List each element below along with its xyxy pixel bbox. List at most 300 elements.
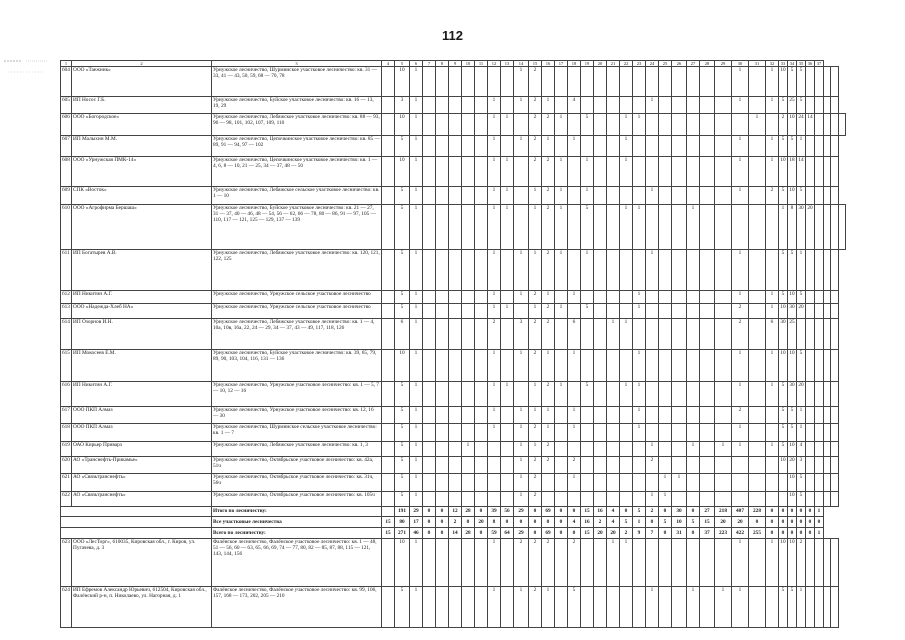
value-cell — [700, 424, 715, 442]
value-cell: 10 — [779, 456, 788, 474]
summary-spacer — [61, 528, 212, 539]
value-cell — [382, 290, 395, 303]
column-header: 24 — [646, 61, 659, 67]
value-cell: 6 — [568, 319, 581, 350]
value-cell — [594, 538, 607, 587]
value-cell — [659, 587, 672, 628]
value-cell — [555, 135, 568, 157]
summary-cell: 0 — [815, 517, 824, 528]
column-header: 10 — [462, 61, 475, 67]
value-cell — [687, 456, 700, 474]
value-cell — [766, 587, 779, 628]
value-cell — [831, 304, 838, 319]
value-cell: 30 — [788, 382, 797, 406]
value-cell — [423, 204, 436, 250]
value-cell — [423, 538, 436, 587]
value-cell — [462, 290, 475, 303]
value-cell — [831, 441, 838, 456]
value-cell: 1 — [646, 96, 659, 114]
forest-location: Урнужское лесничество, Шурминское участковое лесничество: кв. 31 — 33, 41 — 43, 50, 59, 68 — 70, 78 — [212, 67, 382, 97]
value-cell — [581, 474, 594, 492]
value-cell — [555, 406, 568, 424]
value-cell — [594, 491, 607, 506]
column-header: 11 — [475, 61, 488, 67]
value-cell: 1 — [766, 67, 779, 97]
value-cell: 10 — [395, 67, 410, 97]
value-cell — [594, 350, 607, 382]
value-cell: 1 — [732, 290, 749, 303]
summary-cell: 4 — [568, 517, 581, 528]
summary-cell: 14 — [449, 528, 462, 539]
summary-cell: 0 — [423, 517, 436, 528]
value-cell: 2 — [732, 304, 749, 319]
value-cell — [824, 290, 831, 303]
value-cell: 2 — [514, 538, 529, 587]
value-cell: 2 — [542, 114, 555, 136]
summary-cell: 0 — [797, 528, 806, 539]
value-cell — [436, 250, 449, 290]
value-cell — [555, 319, 568, 350]
value-cell: 5 — [788, 406, 797, 424]
value-cell: 1 — [568, 474, 581, 492]
value-cell — [462, 491, 475, 506]
value-cell — [806, 290, 815, 303]
value-cell — [700, 441, 715, 456]
value-cell — [646, 67, 659, 97]
value-cell — [700, 491, 715, 506]
value-cell — [838, 204, 845, 250]
value-cell: 2 — [542, 538, 555, 587]
value-cell: 1 — [766, 538, 779, 587]
value-cell — [436, 350, 449, 382]
value-cell — [382, 406, 395, 424]
value-cell — [659, 304, 672, 319]
value-cell: 5 — [779, 587, 788, 628]
value-cell: 1 — [672, 474, 687, 492]
value-cell: 1 — [715, 441, 732, 456]
value-cell: 24 — [797, 114, 806, 136]
summary-spacer — [61, 506, 212, 517]
summary-cell: 0 — [659, 528, 672, 539]
value-cell: 5 — [779, 250, 788, 290]
value-cell — [475, 96, 488, 114]
column-header: 30 — [732, 61, 749, 67]
value-cell: 2 — [732, 319, 749, 350]
value-cell: 1 — [462, 441, 475, 456]
value-cell — [555, 538, 568, 587]
summary-cell: 0 — [779, 506, 788, 517]
value-cell: 10 — [779, 350, 788, 382]
value-cell — [815, 424, 824, 442]
value-cell — [555, 456, 568, 474]
value-cell — [687, 491, 700, 506]
row-number: 606 — [61, 114, 72, 136]
summary-cell: 0 — [788, 506, 797, 517]
row-number: 607 — [61, 135, 72, 157]
value-cell — [449, 538, 462, 587]
table-row — [61, 114, 846, 136]
column-header: 31 — [749, 61, 766, 67]
value-cell — [462, 67, 475, 97]
value-cell: 2 — [529, 135, 542, 157]
value-cell: 1 — [529, 204, 542, 250]
value-cell: 30 — [797, 204, 806, 250]
value-cell — [568, 441, 581, 456]
value-cell: 1 — [766, 96, 779, 114]
value-cell — [831, 204, 838, 250]
value-cell — [806, 96, 815, 114]
value-cell: 10 — [395, 538, 410, 587]
value-cell — [594, 424, 607, 442]
column-header: 2 — [72, 61, 212, 67]
value-cell — [806, 350, 815, 382]
value-cell: 1 — [620, 204, 633, 250]
value-cell — [382, 538, 395, 587]
value-cell — [555, 290, 568, 303]
value-cell — [568, 204, 581, 250]
value-cell — [672, 382, 687, 406]
forest-location: Урнужское лесничество, Урнужское участковое лесничество: кв. 12, 16 — 30 — [212, 406, 382, 424]
value-cell — [715, 157, 732, 187]
value-cell — [436, 290, 449, 303]
value-cell: 2 — [646, 456, 659, 474]
value-cell — [659, 382, 672, 406]
value-cell — [436, 186, 449, 204]
value-cell: 10 — [395, 350, 410, 382]
table-row — [61, 290, 846, 303]
ledger-table — [60, 60, 846, 628]
value-cell — [700, 114, 715, 136]
value-cell — [594, 186, 607, 204]
value-cell — [555, 587, 568, 628]
value-cell — [542, 474, 555, 492]
value-cell — [732, 474, 749, 492]
value-cell — [514, 114, 529, 136]
value-cell — [824, 186, 831, 204]
summary-cell: 0 — [646, 517, 659, 528]
value-cell — [806, 186, 815, 204]
value-cell — [382, 204, 395, 250]
value-cell — [620, 250, 633, 290]
value-cell — [514, 304, 529, 319]
summary-cell: 0 — [529, 528, 542, 539]
value-cell: 5 — [797, 474, 806, 492]
value-cell: 1 — [542, 290, 555, 303]
value-cell — [581, 135, 594, 157]
value-cell — [659, 96, 672, 114]
value-cell: 5 — [797, 290, 806, 303]
value-cell: 1 — [646, 186, 659, 204]
value-cell: 1 — [646, 587, 659, 628]
value-cell — [779, 474, 788, 492]
value-cell — [815, 67, 824, 97]
value-cell: 1 — [620, 114, 633, 136]
value-cell: 1 — [766, 290, 779, 303]
value-cell — [594, 456, 607, 474]
value-cell — [672, 587, 687, 628]
value-cell — [436, 319, 449, 350]
value-cell: 18 — [788, 157, 797, 187]
value-cell: 2 — [542, 157, 555, 187]
table-row — [61, 319, 846, 350]
value-cell — [423, 67, 436, 97]
value-cell — [715, 406, 732, 424]
value-cell — [687, 157, 700, 187]
value-cell: 1 — [501, 186, 514, 204]
value-cell — [824, 96, 831, 114]
value-cell — [815, 204, 824, 250]
value-cell — [766, 474, 779, 492]
column-header: 19 — [581, 61, 594, 67]
lessee-name: ООО «Богородское» — [72, 114, 212, 136]
summary-cell: 0 — [620, 506, 633, 517]
value-cell: 8 — [788, 204, 797, 250]
value-cell — [555, 96, 568, 114]
lessee-name: АО «Связьтранснефть» — [72, 474, 212, 492]
value-cell — [382, 456, 395, 474]
value-cell: 1 — [797, 250, 806, 290]
value-cell — [749, 406, 766, 424]
summary-cell: 20 — [607, 528, 620, 539]
value-cell — [475, 350, 488, 382]
value-cell — [581, 587, 594, 628]
value-cell: 1 — [488, 304, 501, 319]
value-cell — [423, 350, 436, 382]
value-cell — [831, 114, 838, 136]
value-cell — [672, 135, 687, 157]
summary-cell: 5 — [633, 506, 646, 517]
value-cell: 1 — [766, 135, 779, 157]
value-cell — [815, 587, 824, 628]
row-number: 619 — [61, 441, 72, 456]
value-cell: 2 — [529, 319, 542, 350]
value-cell — [475, 67, 488, 97]
value-cell: 2 — [529, 290, 542, 303]
value-cell: 1 — [687, 204, 700, 250]
value-cell: 1 — [620, 319, 633, 350]
value-cell — [646, 319, 659, 350]
value-cell — [462, 186, 475, 204]
value-cell — [646, 474, 659, 492]
value-cell — [501, 350, 514, 382]
value-cell — [687, 67, 700, 97]
value-cell — [831, 406, 838, 424]
value-cell — [815, 350, 824, 382]
table-row — [61, 250, 846, 290]
summary-cell: 0 — [436, 506, 449, 517]
value-cell — [806, 304, 815, 319]
value-cell — [700, 186, 715, 204]
value-cell — [382, 319, 395, 350]
summary-spacer — [61, 517, 212, 528]
summary-cell: 0 — [806, 528, 815, 539]
column-header: 14 — [514, 61, 529, 67]
value-cell — [620, 304, 633, 319]
column-header: 5 — [395, 61, 410, 67]
value-cell: 1 — [732, 186, 749, 204]
value-cell — [436, 135, 449, 157]
value-cell: 1 — [542, 350, 555, 382]
value-cell: 1 — [581, 157, 594, 187]
value-cell — [542, 67, 555, 97]
value-cell: 6 — [395, 319, 410, 350]
value-cell — [423, 304, 436, 319]
value-cell — [488, 474, 501, 492]
value-cell — [423, 456, 436, 474]
value-cell — [815, 456, 824, 474]
value-cell: 1 — [568, 350, 581, 382]
value-cell — [646, 290, 659, 303]
value-cell: 1 — [633, 304, 646, 319]
value-cell: 1 — [488, 114, 501, 136]
value-cell — [423, 424, 436, 442]
row-number: 611 — [61, 250, 72, 290]
summary-cell: 0 — [687, 506, 700, 517]
summary-cell: 46 — [410, 528, 423, 539]
table-row — [61, 67, 846, 97]
value-cell: 1 — [514, 350, 529, 382]
value-cell: 10 — [788, 441, 797, 456]
value-cell — [607, 67, 620, 97]
value-cell — [475, 424, 488, 442]
value-cell: 2 — [542, 382, 555, 406]
value-cell — [475, 290, 488, 303]
value-cell — [633, 250, 646, 290]
value-cell: 1 — [410, 186, 423, 204]
value-cell: 1 — [529, 382, 542, 406]
summary-cell: 20 — [715, 517, 732, 528]
value-cell — [715, 474, 732, 492]
summary-cell: 0 — [423, 506, 436, 517]
value-cell: 25 — [788, 96, 797, 114]
value-cell — [594, 96, 607, 114]
value-cell: 1 — [514, 135, 529, 157]
value-cell — [646, 538, 659, 587]
summary-cell: 20 — [594, 528, 607, 539]
value-cell: 5 — [788, 587, 797, 628]
value-cell — [749, 304, 766, 319]
lessee-name: ИП Озорнов И.Н. — [72, 319, 212, 350]
value-cell — [475, 186, 488, 204]
value-cell — [687, 290, 700, 303]
value-cell: 20 — [788, 456, 797, 474]
forest-location: Урнужское лесничество, Лебяжское участковое лесничество: кв. 88 — 93, 96 — 98, 101, 102, 107, 109, 110 — [212, 114, 382, 136]
value-cell: 10 — [788, 491, 797, 506]
value-cell: 5 — [797, 350, 806, 382]
summary-cell: 8 — [488, 517, 501, 528]
value-cell — [620, 67, 633, 97]
value-cell — [436, 587, 449, 628]
table-row — [61, 186, 846, 204]
value-cell: 5 — [568, 587, 581, 628]
value-cell — [672, 424, 687, 442]
value-cell — [620, 424, 633, 442]
value-cell: 5 — [395, 424, 410, 442]
value-cell — [646, 204, 659, 250]
value-cell — [581, 96, 594, 114]
value-cell: 2 — [529, 114, 542, 136]
value-cell: 20 — [806, 204, 815, 250]
summary-cell: 0 — [555, 517, 568, 528]
summary-cell: 0 — [788, 517, 797, 528]
summary-cell: 0 — [462, 517, 475, 528]
value-cell: 2 — [542, 304, 555, 319]
forest-location: Урнужское лесничество, Буйское участковое лесничество: кв. 21 — 27, 31 — 37, 40 — 46, 48 — 54, 56 — 62, 66 — 78, 80 — 86, 91 — 97, 105 — 110, 117 — 121, 125 — 129, 137 — 139 — [212, 204, 382, 250]
value-cell: 1 — [501, 114, 514, 136]
summary-cell: 59 — [488, 528, 501, 539]
value-cell: 1 — [529, 441, 542, 456]
value-cell: 1 — [488, 587, 501, 628]
column-header: 9 — [449, 61, 462, 67]
summary-cell: 64 — [501, 528, 514, 539]
value-cell: 5 — [581, 114, 594, 136]
value-cell: 2 — [542, 186, 555, 204]
forest-location: Урнужское лесничество, Шурминское сельское участковое лесничество: кв. 1 — 7 — [212, 424, 382, 442]
value-cell — [732, 204, 749, 250]
column-header: 12 — [488, 61, 501, 67]
value-cell: 1 — [488, 290, 501, 303]
value-cell — [715, 135, 732, 157]
column-header: 22 — [620, 61, 633, 67]
value-cell — [659, 456, 672, 474]
value-cell — [646, 350, 659, 382]
value-cell — [824, 441, 831, 456]
lessee-name: ООО «Урнужская ПМК-14» — [72, 157, 212, 187]
summary-cell: 2 — [646, 506, 659, 517]
column-header: 8 — [436, 61, 449, 67]
column-header: 3 — [212, 61, 382, 67]
value-cell: 5 — [395, 304, 410, 319]
value-cell — [555, 441, 568, 456]
value-cell: 1 — [766, 157, 779, 187]
value-cell — [475, 250, 488, 290]
value-cell: 1 — [555, 114, 568, 136]
summary-cell: 0 — [542, 517, 555, 528]
value-cell — [462, 304, 475, 319]
summary-cell: 5 — [659, 517, 672, 528]
value-cell — [633, 474, 646, 492]
value-cell — [831, 538, 838, 587]
summary-cell: 0 — [568, 528, 581, 539]
lessee-name: ИП Богатырев А.В. — [72, 250, 212, 290]
value-cell: 3 — [395, 96, 410, 114]
value-cell — [749, 382, 766, 406]
value-cell — [620, 441, 633, 456]
value-cell — [382, 157, 395, 187]
value-cell — [449, 474, 462, 492]
value-cell: 1 — [410, 67, 423, 97]
summary-cell: 0 — [423, 528, 436, 539]
lessee-name: ООО ПКП Алмаз — [72, 406, 212, 424]
value-cell — [436, 441, 449, 456]
value-cell: 5 — [395, 135, 410, 157]
value-cell: 1 — [410, 290, 423, 303]
column-header: 23 — [633, 61, 646, 67]
value-cell — [838, 114, 845, 136]
summary-cell: 0 — [501, 517, 514, 528]
summary-cell: 29 — [514, 528, 529, 539]
value-cell — [620, 350, 633, 382]
value-cell — [423, 135, 436, 157]
value-cell — [475, 304, 488, 319]
value-cell: 5 — [788, 250, 797, 290]
value-cell: 1 — [501, 157, 514, 187]
value-cell — [501, 319, 514, 350]
value-cell: 2 — [488, 319, 501, 350]
value-cell: 4 — [568, 96, 581, 114]
value-cell — [715, 350, 732, 382]
value-cell: 5 — [779, 424, 788, 442]
